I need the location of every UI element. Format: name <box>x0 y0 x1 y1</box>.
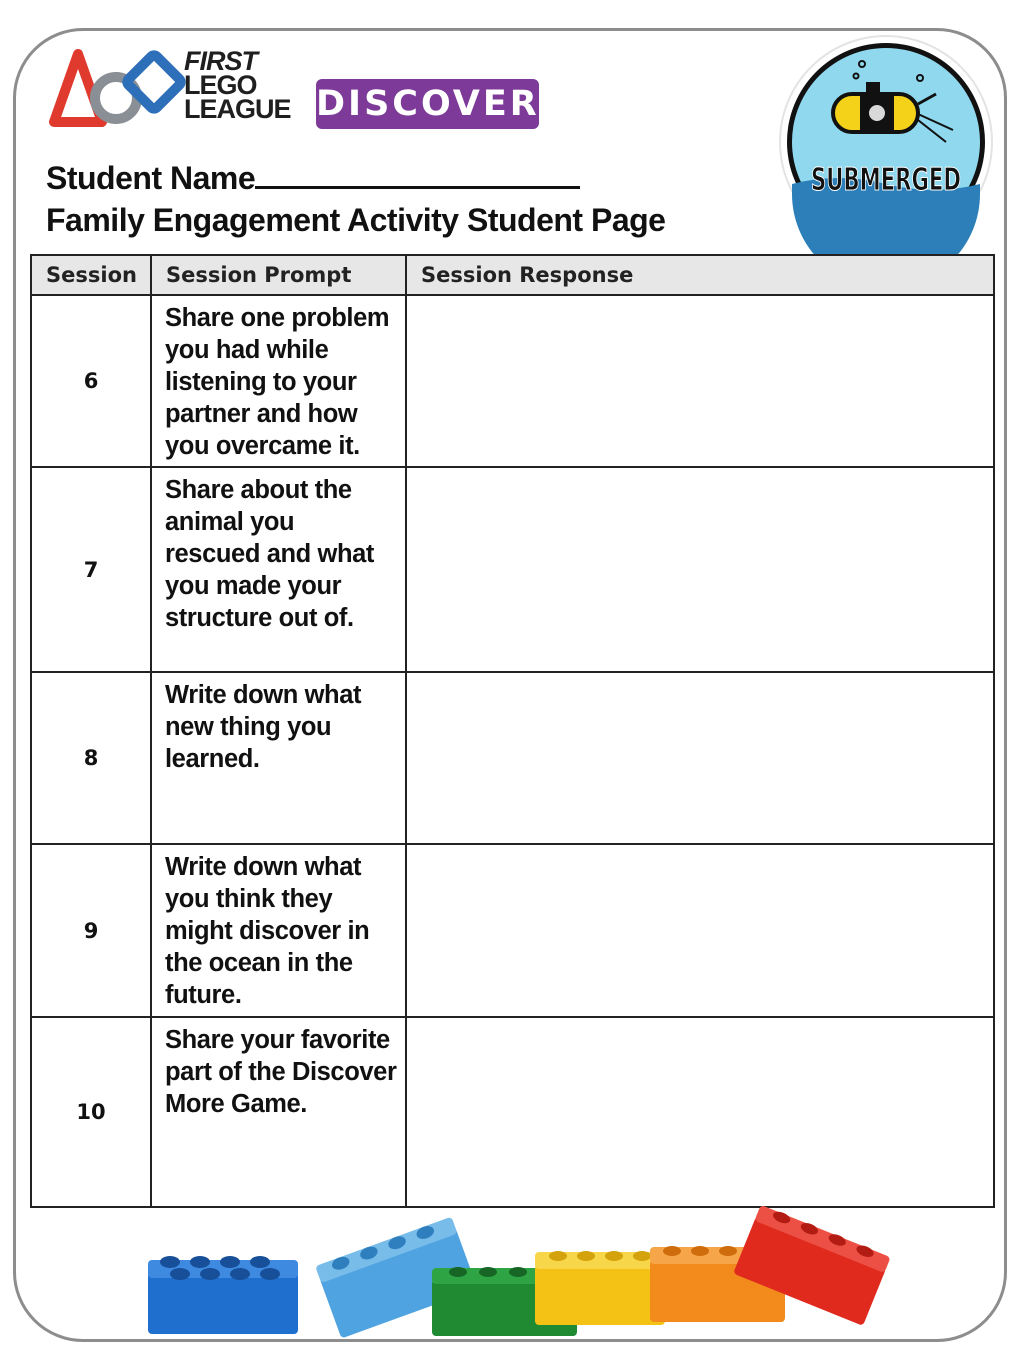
table-row <box>31 672 994 844</box>
session-number: 10 <box>31 1017 151 1207</box>
session-prompt: Share about the animal you rescued and what you made your structure out of. <box>151 467 406 672</box>
student-name-line <box>46 156 580 197</box>
yellow-brick-icon <box>535 1251 665 1325</box>
discover-badge: DISCOVER <box>316 79 539 129</box>
column-header-prompt: Session Prompt <box>151 255 406 295</box>
session-number: 8 <box>31 672 151 844</box>
session-response-cell[interactable] <box>406 467 994 672</box>
student-name-blank[interactable] <box>255 156 580 189</box>
session-number: 7 <box>31 467 151 672</box>
first-lego-league-wordmark <box>184 46 291 124</box>
league-word: LEAGUE <box>184 93 291 124</box>
session-prompt: Share one problem you had while listening to your partner and how you overcame it. <box>151 295 406 467</box>
column-header-session: Session <box>31 255 151 295</box>
session-table <box>30 254 995 1208</box>
session-prompt: Write down what new thing you learned. <box>151 672 406 844</box>
lego-bricks-illustration <box>140 1210 890 1340</box>
column-header-response: Session Response <box>406 255 994 295</box>
table-row <box>31 467 994 672</box>
first-word: FIRST <box>184 46 257 76</box>
session-number: 6 <box>31 295 151 467</box>
session-response-cell[interactable] <box>406 672 994 844</box>
session-response-cell[interactable] <box>406 1017 994 1207</box>
first-logo-mark-icon <box>54 54 182 122</box>
session-prompt: Write down what you think they might discover in the ocean in the future. <box>151 844 406 1017</box>
table-row <box>31 295 994 467</box>
lego-word: LEGO <box>184 69 257 100</box>
session-number: 9 <box>31 844 151 1017</box>
season-name: SUBMERGED <box>811 162 961 198</box>
table-header-row <box>31 255 994 295</box>
session-prompt: Share your favorite part of the Discover More Game. <box>151 1017 406 1207</box>
table-row <box>31 1017 994 1207</box>
page-title: Family Engagement Activity Student Page <box>46 202 666 238</box>
submerged-season-logo <box>778 34 994 250</box>
table-row <box>31 844 994 1017</box>
blue-brick-icon <box>148 1256 298 1334</box>
student-name-label: Student Name <box>46 160 256 196</box>
session-response-cell[interactable] <box>406 295 994 467</box>
session-response-cell[interactable] <box>406 844 994 1017</box>
